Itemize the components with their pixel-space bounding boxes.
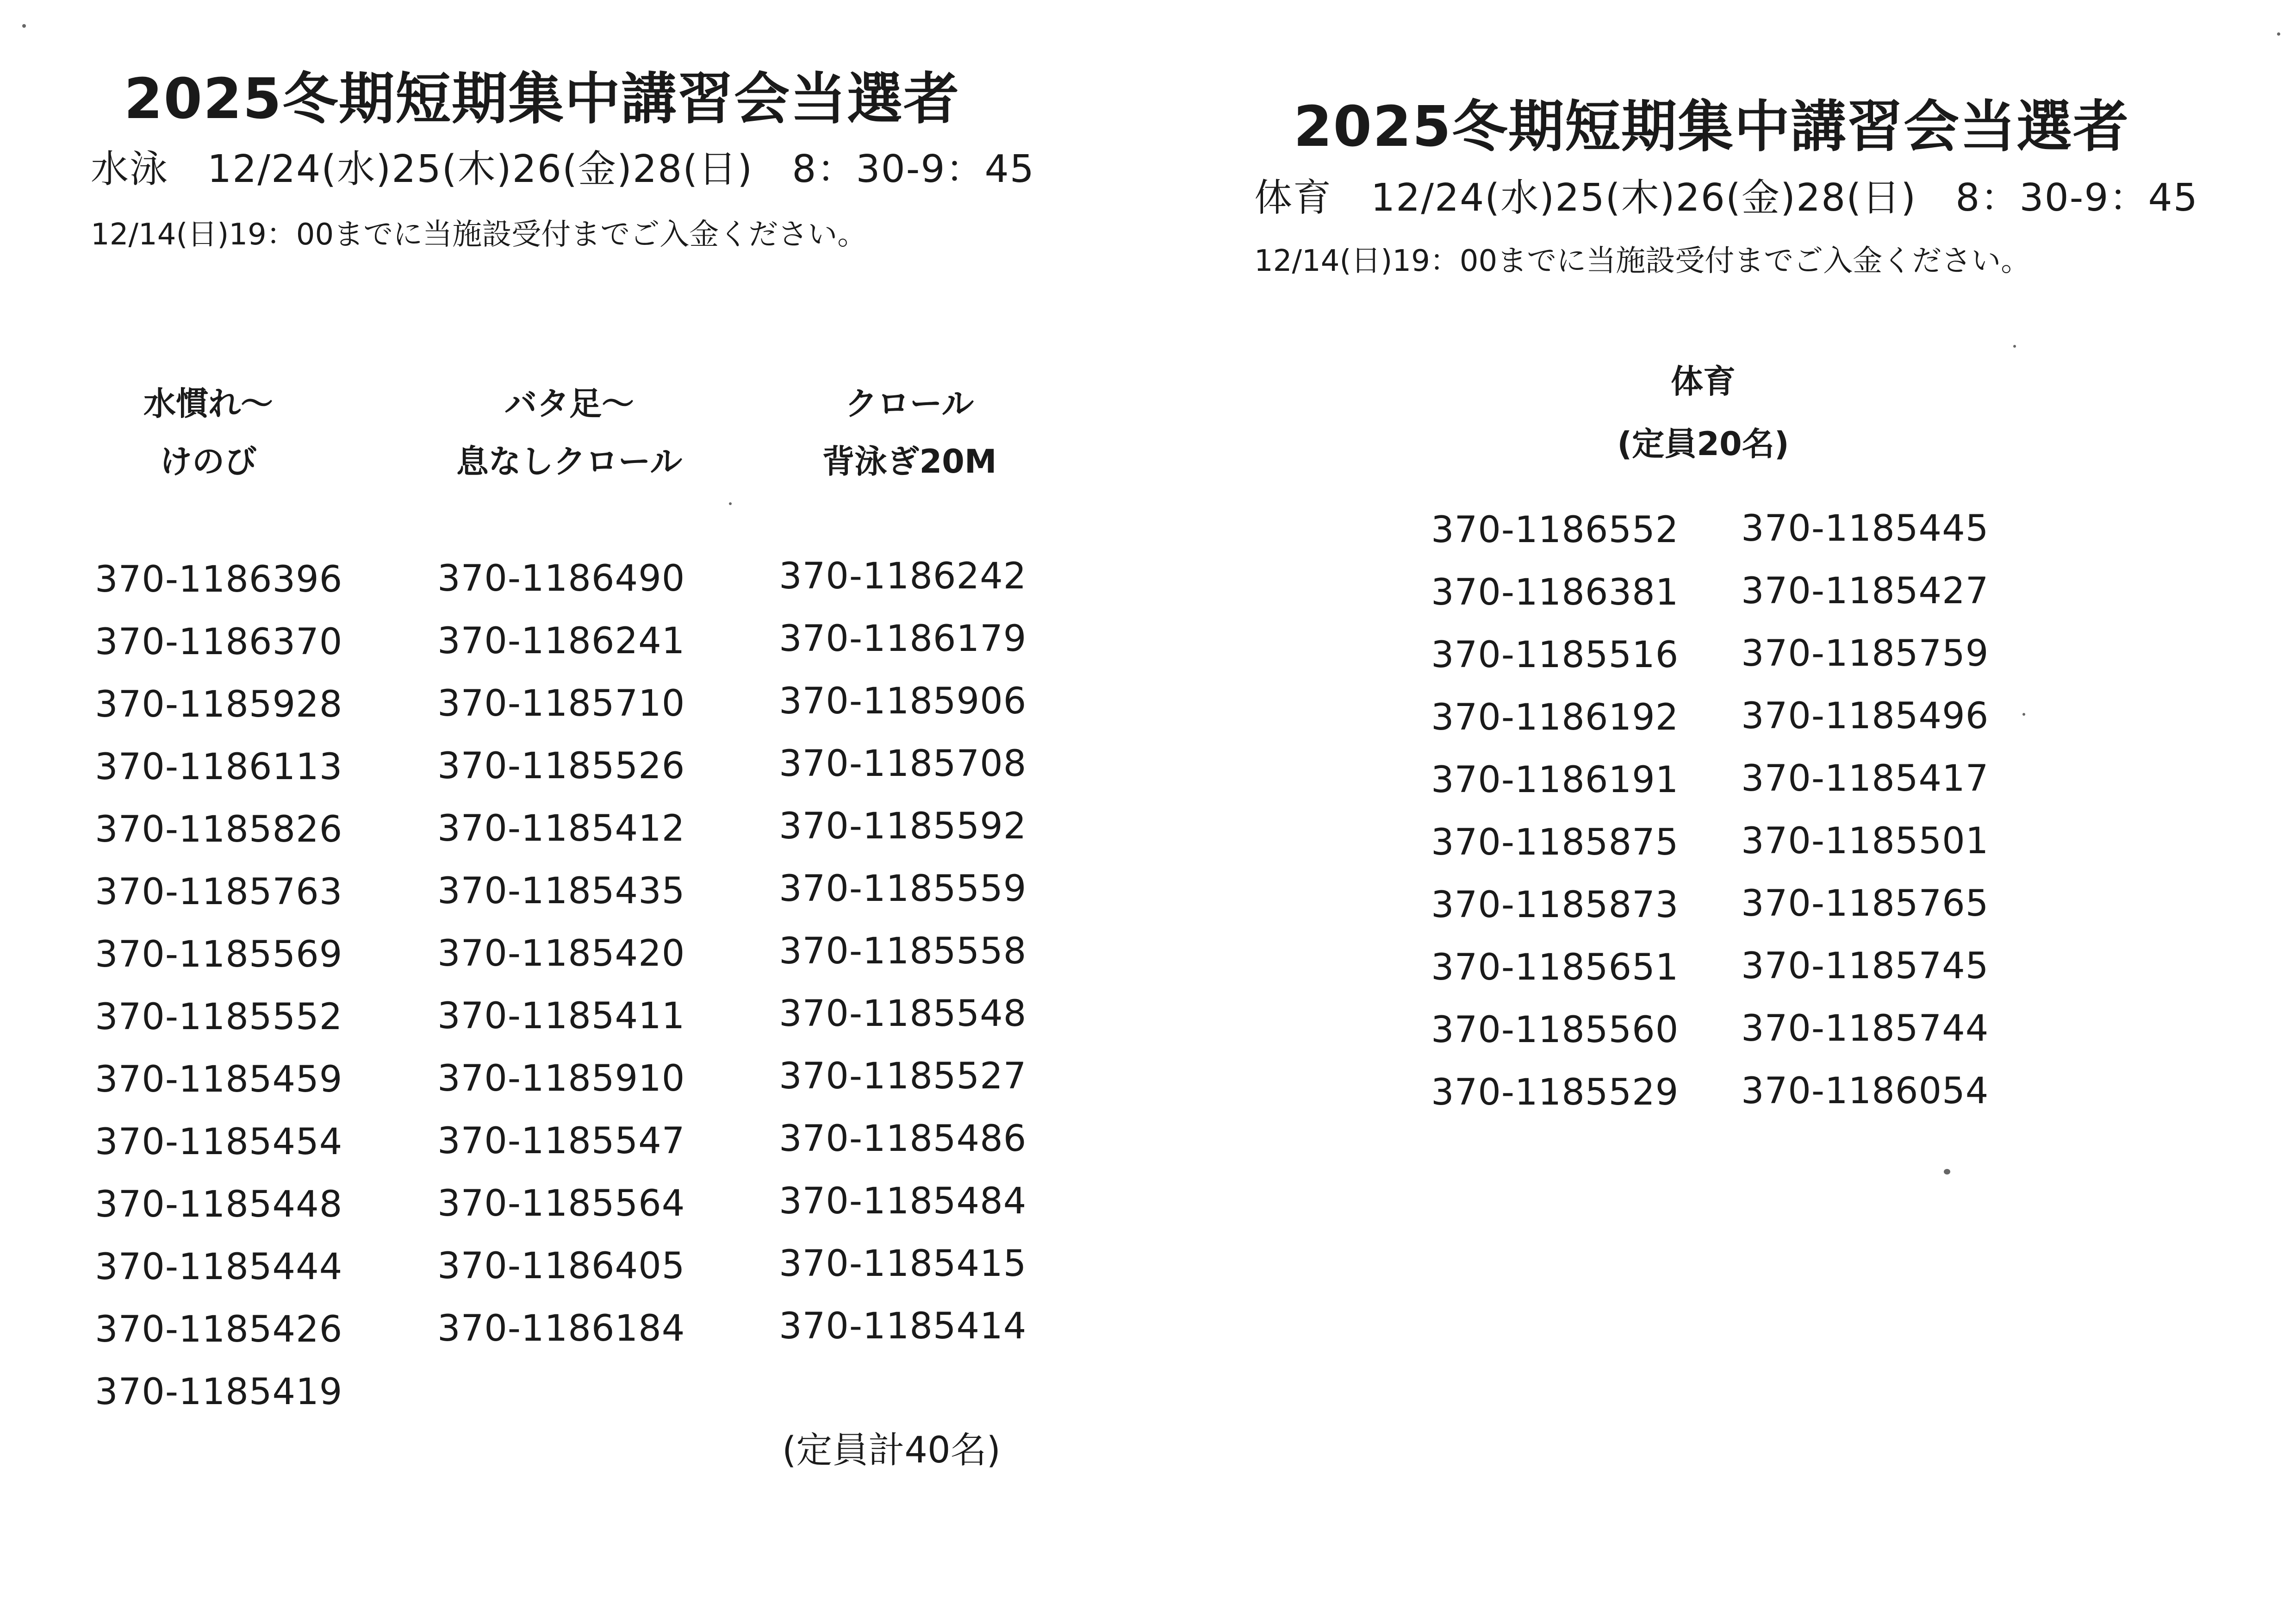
list-item: 370-1185435 <box>437 870 685 912</box>
list-item: 370-1185875 <box>1431 822 1679 863</box>
list-item: 370-1186192 <box>1431 697 1679 738</box>
column-heading-line: (定員20名) <box>1617 425 1789 463</box>
list-item: 370-1185558 <box>779 931 1027 972</box>
list-item: 370-1185708 <box>779 743 1027 785</box>
list-item: 370-1185427 <box>1741 570 1989 612</box>
list-item: 370-1185744 <box>1741 1008 1989 1049</box>
column-heading-line: けのび <box>160 443 257 481</box>
gym-heading <box>1574 350 1833 475</box>
scan-speck <box>2022 713 2025 716</box>
list-item: 370-1185448 <box>95 1184 343 1225</box>
gym-schedule: 体育 12/24(水)25(木)26(金)28(日) 8：30-9：45 <box>1254 176 2198 220</box>
list-item: 370-1185412 <box>437 808 685 849</box>
list-item: 370-1185420 <box>437 933 685 974</box>
list-item: 370-1185486 <box>779 1118 1027 1160</box>
list-item: 370-1186184 <box>437 1308 685 1349</box>
list-item: 370-1185873 <box>1431 884 1679 926</box>
list-item: 370-1185501 <box>1741 820 1989 862</box>
swimming-title: 2025冬期短期集中講習会当選者 <box>124 67 960 131</box>
list-item: 370-1186405 <box>437 1245 685 1287</box>
list-item: 370-1185417 <box>1741 758 1989 800</box>
list-item: 370-1185651 <box>1431 947 1679 988</box>
column-heading-line: 息なしクロール <box>456 443 683 481</box>
scan-speck <box>729 502 732 505</box>
list-item: 370-1185710 <box>437 683 685 725</box>
list-item: 370-1185759 <box>1741 633 1989 675</box>
swimming-column-2-heading <box>430 375 708 491</box>
scan-speck <box>2277 32 2280 36</box>
list-item: 370-1185548 <box>779 993 1027 1035</box>
gym-title: 2025冬期短期集中講習会当選者 <box>1294 95 2129 159</box>
list-item: 370-1186396 <box>95 559 343 600</box>
list-item: 370-1185552 <box>95 996 343 1038</box>
list-item: 370-1185763 <box>95 871 343 913</box>
list-item: 370-1186370 <box>95 621 343 663</box>
list-item: 370-1186113 <box>95 746 343 788</box>
list-item: 370-1185459 <box>95 1059 343 1100</box>
gym-column-left-list <box>1431 499 1679 1124</box>
list-item: 370-1186054 <box>1741 1070 1989 1112</box>
list-item: 370-1186490 <box>437 558 685 600</box>
list-item: 370-1185564 <box>437 1183 685 1224</box>
scan-speck <box>2013 345 2016 348</box>
list-item: 370-1186179 <box>779 618 1027 660</box>
swimming-column-3-list <box>779 545 1027 1358</box>
list-item: 370-1185426 <box>95 1309 343 1350</box>
list-item: 370-1186381 <box>1431 572 1679 613</box>
list-item: 370-1185454 <box>95 1121 343 1163</box>
list-item: 370-1185547 <box>437 1120 685 1162</box>
list-item: 370-1186242 <box>779 556 1027 597</box>
list-item: 370-1185569 <box>95 934 343 975</box>
swimming-column-2-list <box>437 548 685 1360</box>
list-item: 370-1185826 <box>95 809 343 850</box>
list-item: 370-1185560 <box>1431 1009 1679 1051</box>
list-item: 370-1185445 <box>1741 508 1989 550</box>
swimming-column-1-heading <box>93 375 324 491</box>
list-item: 370-1185526 <box>437 745 685 787</box>
list-item: 370-1186241 <box>437 620 685 662</box>
list-item: 370-1185444 <box>95 1246 343 1288</box>
column-heading-line: 体育 <box>1671 362 1736 400</box>
list-item: 370-1185529 <box>1431 1072 1679 1113</box>
list-item: 370-1185414 <box>779 1305 1027 1347</box>
swimming-column-3-heading <box>787 375 1032 491</box>
gym-payment-note: 12/14(日)19：00までに当施設受付までご入金ください。 <box>1254 244 2031 278</box>
list-item: 370-1186191 <box>1431 759 1679 801</box>
list-item: 370-1185419 <box>95 1371 343 1413</box>
swimming-column-1-list <box>95 549 342 1424</box>
swimming-schedule: 水泳 12/24(水)25(木)26(金)28(日) 8：30-9：45 <box>91 147 1035 191</box>
list-item: 370-1185496 <box>1741 695 1989 737</box>
column-heading-line: バタ足～ <box>504 385 634 423</box>
list-item: 370-1185484 <box>779 1181 1027 1222</box>
list-item: 370-1185592 <box>779 806 1027 847</box>
swimming-capacity-note: (定員計40名) <box>782 1430 1001 1471</box>
column-heading-line: クロール <box>845 385 974 423</box>
list-item: 370-1185415 <box>779 1243 1027 1285</box>
scan-speck <box>1944 1169 1950 1174</box>
list-item: 370-1185745 <box>1741 945 1989 987</box>
column-heading-line: 水慣れ～ <box>143 385 273 423</box>
gym-column-right-list <box>1741 498 1989 1123</box>
list-item: 370-1185516 <box>1431 634 1679 676</box>
column-heading-line: 背泳ぎ20M <box>822 443 997 481</box>
list-item: 370-1185910 <box>437 1058 685 1099</box>
list-item: 370-1185411 <box>437 995 685 1037</box>
list-item: 370-1185765 <box>1741 883 1989 924</box>
list-item: 370-1186552 <box>1431 509 1679 551</box>
list-item: 370-1185906 <box>779 681 1027 722</box>
list-item: 370-1185928 <box>95 684 343 725</box>
list-item: 370-1185527 <box>779 1056 1027 1097</box>
scan-speck <box>22 24 26 28</box>
list-item: 370-1185559 <box>779 868 1027 910</box>
swimming-payment-note: 12/14(日)19：00までに当施設受付までご入金ください。 <box>91 218 867 252</box>
